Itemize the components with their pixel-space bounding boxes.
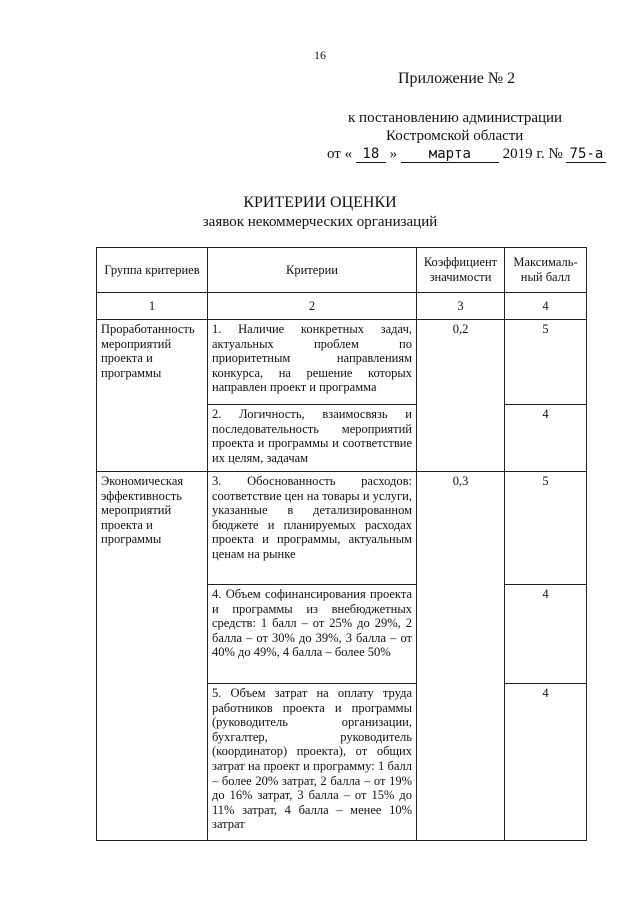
column-number: 2 bbox=[208, 293, 417, 320]
region-line: Костромской области bbox=[386, 128, 524, 144]
resolution-line: к постановлению администрации bbox=[348, 110, 563, 126]
column-number-row bbox=[97, 293, 587, 320]
date-prefix: от « bbox=[327, 146, 353, 162]
criterion-text: 3. Обоснованность расходов: соответствие цен на товары и услуги, указанные в детализированном бюджете и планируемых расходах проекта и программы, актуальным ценам на рынке bbox=[208, 472, 417, 585]
coefficient-value: 0,3 bbox=[417, 472, 505, 841]
column-number: 4 bbox=[505, 293, 587, 320]
page-number: 16 bbox=[314, 48, 326, 62]
coefficient-value: 0,2 bbox=[417, 320, 505, 472]
date-year: 2019 г. № bbox=[502, 146, 563, 162]
criteria-table bbox=[96, 247, 587, 841]
max-score: 5 bbox=[505, 472, 587, 585]
group-name: Проработанность мероприятий проекта и программы bbox=[97, 320, 208, 472]
max-score: 4 bbox=[505, 684, 587, 841]
column-number: 3 bbox=[417, 293, 505, 320]
header-cell: Группа критериев bbox=[97, 248, 208, 293]
header-cell: Максималь-ный балл bbox=[505, 248, 587, 293]
date-month: марта bbox=[401, 147, 499, 163]
table-row bbox=[97, 472, 587, 585]
document-title: КРИТЕРИИ ОЦЕНКИ bbox=[243, 194, 397, 211]
date-line bbox=[327, 146, 606, 163]
header-row bbox=[97, 248, 587, 293]
criterion-text: 2. Логичность, взаимосвязь и последовательность мероприятий проекта и программы и соответствие их целям, задачам bbox=[208, 405, 417, 472]
criterion-text: 4. Объем софинансирования проекта и программы из внебюджетных средств: 1 балл – от 25% до 29%, 2 балла – от 30% до 39%, 3 балла – от 40% до 49%, 4 балла – более 50% bbox=[208, 585, 417, 684]
date-day: 18 bbox=[356, 147, 386, 163]
doc-number: 75-а bbox=[566, 147, 606, 163]
max-score: 4 bbox=[505, 405, 587, 472]
appendix-label: Приложение № 2 bbox=[398, 70, 516, 87]
criterion-text: 1. Наличие конкретных задач, актуальных проблем по приоритетным направлениям конкурса, на решение которых направлен проект и программа bbox=[208, 320, 417, 405]
criterion-text: 5. Объем затрат на оплату труда работников проекта и программы (руководитель организации, бухгалтер, руководитель (координатор) проекта), от общих затрат на проект и программу: 1 балл – более 20% затрат, 2 балла – от 19% до 16% затрат, 3 балла – от 15% до 11% затрат, 4 балла – менее 10% затрат bbox=[208, 684, 417, 841]
header-cell: Критерии bbox=[208, 248, 417, 293]
column-number: 1 bbox=[97, 293, 208, 320]
group-name: Экономическая эффективность мероприятий проекта и программы bbox=[97, 472, 208, 841]
header-cell: Коэффициент значимости bbox=[417, 248, 505, 293]
max-score: 5 bbox=[505, 320, 587, 405]
max-score: 4 bbox=[505, 585, 587, 684]
date-close: » bbox=[389, 146, 398, 162]
table-row bbox=[97, 320, 587, 405]
document-subtitle: заявок некоммерческих организаций bbox=[202, 214, 438, 230]
